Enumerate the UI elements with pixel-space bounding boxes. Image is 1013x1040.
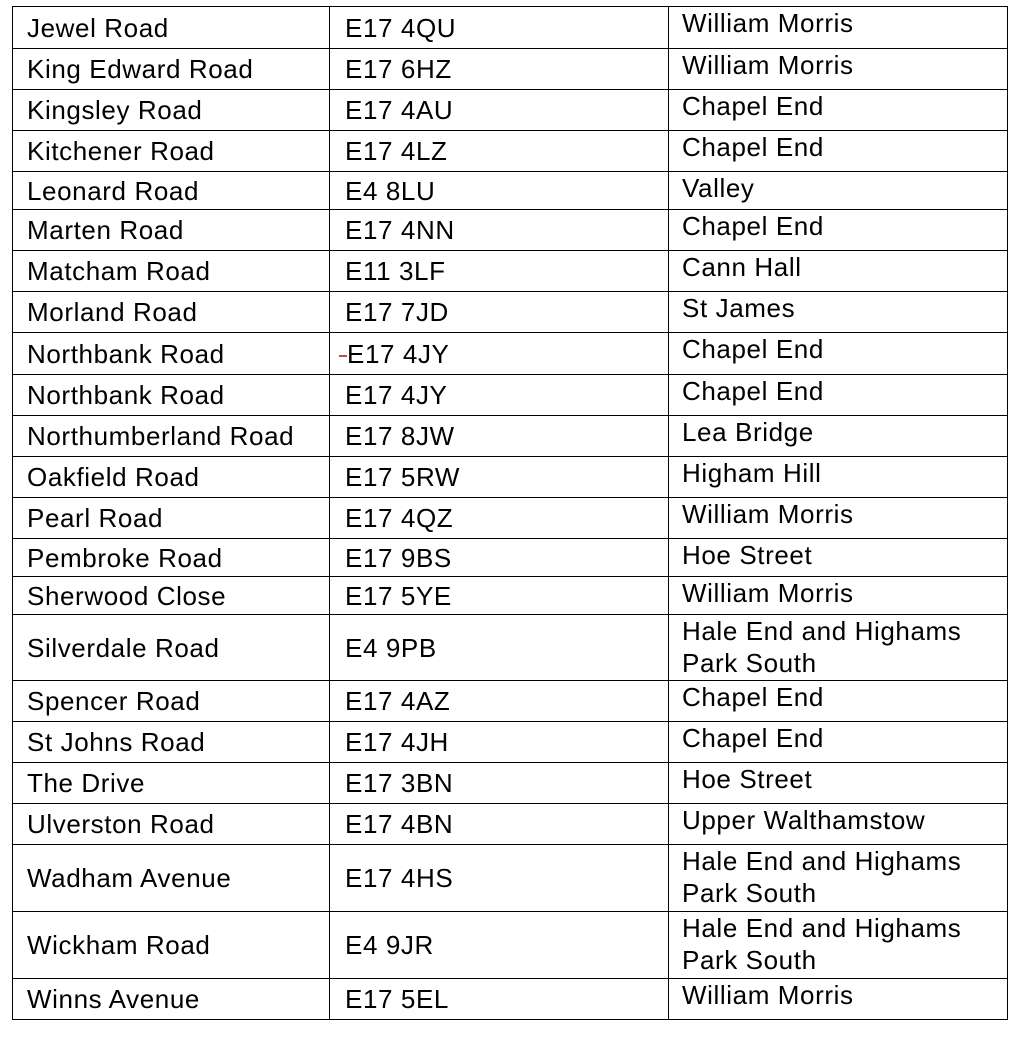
ward-cell: Hale End and Highams Park South bbox=[669, 615, 1008, 681]
road-name-cell: Northumberland Road bbox=[13, 416, 330, 457]
postcode-cell: E17 4AU bbox=[330, 90, 669, 131]
ward-cell: William Morris bbox=[669, 49, 1008, 90]
table-row bbox=[13, 251, 1008, 292]
postcode-cell: E17 5RW bbox=[330, 457, 669, 498]
table-row bbox=[13, 292, 1008, 333]
road-name-cell: Marten Road bbox=[13, 210, 330, 251]
road-name-cell: Matcham Road bbox=[13, 251, 330, 292]
road-name-cell: Wickham Road bbox=[13, 912, 330, 979]
table-row bbox=[13, 49, 1008, 90]
ward-cell: William Morris bbox=[669, 7, 1008, 49]
table-row bbox=[13, 577, 1008, 615]
table-row bbox=[13, 498, 1008, 539]
table-row bbox=[13, 172, 1008, 210]
ward-cell: St James bbox=[669, 292, 1008, 333]
road-name-cell: Winns Avenue bbox=[13, 979, 330, 1020]
postcode-cell: E17 9BS bbox=[330, 539, 669, 577]
ward-cell: Higham Hill bbox=[669, 457, 1008, 498]
road-name-cell: Northbank Road bbox=[13, 375, 330, 416]
ward-cell: Chapel End bbox=[669, 681, 1008, 722]
postcode-cell: E17 8JW bbox=[330, 416, 669, 457]
ward-cell: Cann Hall bbox=[669, 251, 1008, 292]
postcode-cell: E17 4JY bbox=[330, 375, 669, 416]
postcode-cell: E4 9JR bbox=[330, 912, 669, 979]
postcode-text: E17 4JY bbox=[347, 338, 450, 369]
table-row bbox=[13, 90, 1008, 131]
table-row bbox=[13, 333, 1008, 375]
postcode-cell: E4 9PB bbox=[330, 615, 669, 681]
table-row bbox=[13, 539, 1008, 577]
road-name-cell: Leonard Road bbox=[13, 172, 330, 210]
postcode-cell: E17 5EL bbox=[330, 979, 669, 1020]
road-name-cell: The Drive bbox=[13, 763, 330, 804]
postcode-cell: E17 4LZ bbox=[330, 131, 669, 172]
table-row bbox=[13, 615, 1008, 681]
postcode-cell: E17 4AZ bbox=[330, 681, 669, 722]
postcode-cell: E17 4QZ bbox=[330, 498, 669, 539]
ward-cell: William Morris bbox=[669, 979, 1008, 1020]
road-name-cell: Ulverston Road bbox=[13, 804, 330, 845]
road-name-cell: St Johns Road bbox=[13, 722, 330, 763]
postcode-cell: E17 4BN bbox=[330, 804, 669, 845]
road-name-cell: King Edward Road bbox=[13, 49, 330, 90]
ward-cell: Chapel End bbox=[669, 90, 1008, 131]
road-name-cell: Spencer Road bbox=[13, 681, 330, 722]
ward-cell: Chapel End bbox=[669, 375, 1008, 416]
postcode-cell: E17 5YE bbox=[330, 577, 669, 615]
postcode-cell: E17 4NN bbox=[330, 210, 669, 251]
road-name-cell: Jewel Road bbox=[13, 7, 330, 49]
ward-cell: Hoe Street bbox=[669, 539, 1008, 577]
postcode-cell bbox=[330, 333, 669, 375]
ward-cell: Chapel End bbox=[669, 131, 1008, 172]
postcode-cell: E17 4JH bbox=[330, 722, 669, 763]
ward-cell: Hoe Street bbox=[669, 763, 1008, 804]
postcode-cell: E11 3LF bbox=[330, 251, 669, 292]
table-row bbox=[13, 457, 1008, 498]
road-name-cell: Pearl Road bbox=[13, 498, 330, 539]
road-name-cell: Kitchener Road bbox=[13, 131, 330, 172]
table-row bbox=[13, 722, 1008, 763]
table-row bbox=[13, 375, 1008, 416]
postcode-cell: E17 6HZ bbox=[330, 49, 669, 90]
table-row bbox=[13, 979, 1008, 1020]
table-row bbox=[13, 7, 1008, 49]
ward-cell: William Morris bbox=[669, 577, 1008, 615]
ward-cell: Hale End and Highams Park South bbox=[669, 845, 1008, 912]
ward-cell: Chapel End bbox=[669, 210, 1008, 251]
postcode-cell: E17 3BN bbox=[330, 763, 669, 804]
ward-cell: Lea Bridge bbox=[669, 416, 1008, 457]
ward-cell: William Morris bbox=[669, 498, 1008, 539]
table-row bbox=[13, 681, 1008, 722]
postcode-cell: E17 7JD bbox=[330, 292, 669, 333]
ward-cell: Chapel End bbox=[669, 333, 1008, 375]
table-row bbox=[13, 416, 1008, 457]
street-ward-table bbox=[12, 6, 1008, 1020]
revision-mark bbox=[339, 355, 347, 357]
road-name-cell: Oakfield Road bbox=[13, 457, 330, 498]
table-row bbox=[13, 763, 1008, 804]
ward-cell: Upper Walthamstow bbox=[669, 804, 1008, 845]
ward-cell: Valley bbox=[669, 172, 1008, 210]
table-row bbox=[13, 131, 1008, 172]
table-row bbox=[13, 210, 1008, 251]
table-row bbox=[13, 845, 1008, 912]
postcode-cell: E17 4QU bbox=[330, 7, 669, 49]
ward-cell: Hale End and Highams Park South bbox=[669, 912, 1008, 979]
postcode-cell: E4 8LU bbox=[330, 172, 669, 210]
table-row bbox=[13, 804, 1008, 845]
road-name-cell: Silverdale Road bbox=[13, 615, 330, 681]
road-name-cell: Pembroke Road bbox=[13, 539, 330, 577]
road-name-cell: Northbank Road bbox=[13, 333, 330, 375]
postcode-cell: E17 4HS bbox=[330, 845, 669, 912]
road-name-cell: Morland Road bbox=[13, 292, 330, 333]
road-name-cell: Sherwood Close bbox=[13, 577, 330, 615]
table-row bbox=[13, 912, 1008, 979]
road-name-cell: Wadham Avenue bbox=[13, 845, 330, 912]
ward-cell: Chapel End bbox=[669, 722, 1008, 763]
road-name-cell: Kingsley Road bbox=[13, 90, 330, 131]
